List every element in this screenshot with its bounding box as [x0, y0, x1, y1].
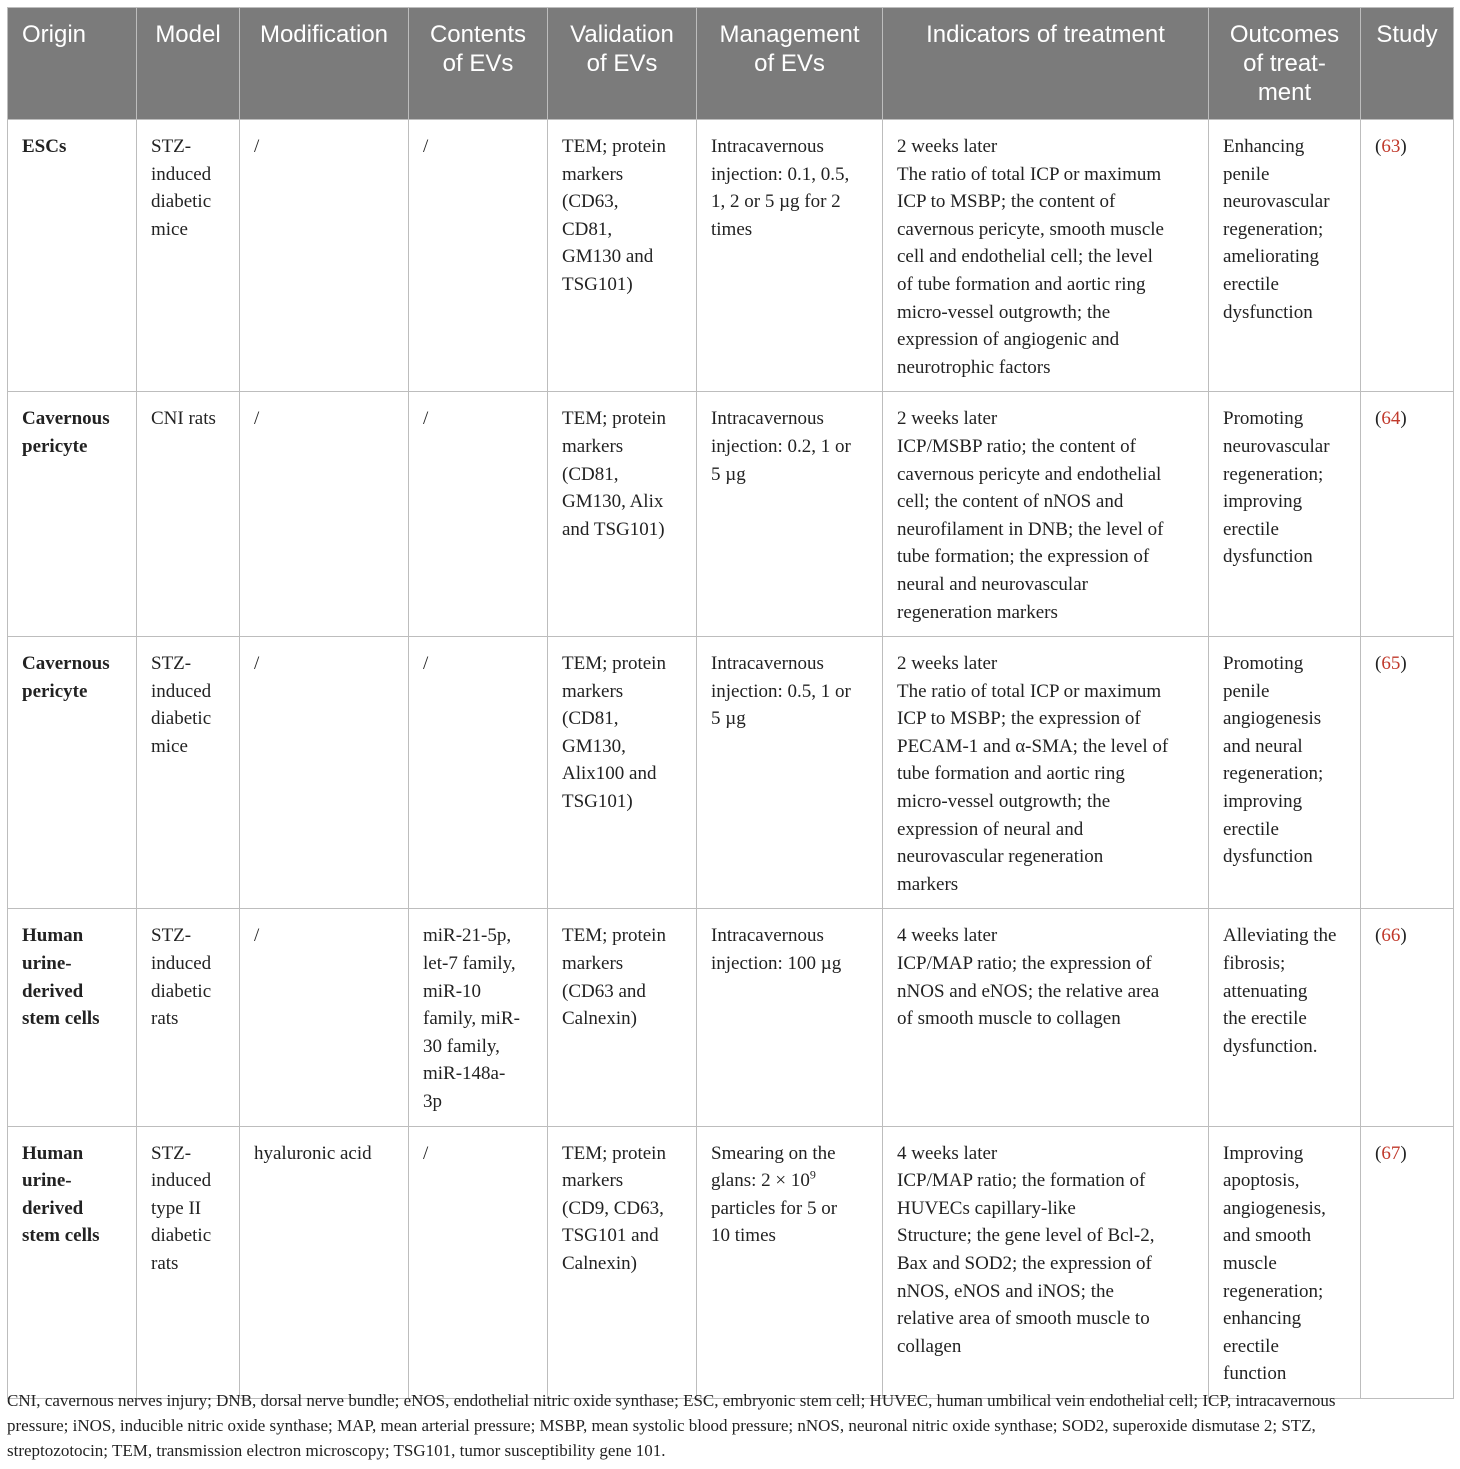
cell-indicators: [883, 909, 1209, 1126]
cell-line: /: [423, 1142, 429, 1164]
cell-line: muscle: [1223, 1252, 1277, 1274]
cell-line: 2 weeks later: [897, 136, 998, 157]
cell-origin: [8, 392, 137, 637]
header-study: Study: [1361, 8, 1454, 120]
cell-indicators: [883, 120, 1209, 392]
cell-outcomes: [1209, 392, 1361, 637]
cell-line: stem cells: [22, 1225, 100, 1247]
cell-line: neurotrophic factors: [897, 356, 1051, 378]
cell-line: diabetic: [151, 191, 212, 213]
table-row: [8, 637, 1454, 909]
header-modification: Modification: [240, 8, 409, 120]
cell-line: the erectile: [1223, 1008, 1307, 1030]
cell-line: injection: 100 µg: [711, 953, 842, 975]
cell-line: cell; the content of nNOS and: [897, 491, 1124, 513]
cell-line: induced: [151, 163, 212, 185]
cell-line: erectile: [1223, 273, 1279, 295]
cell-line: /: [254, 653, 260, 675]
cell-line: [711, 1167, 872, 1195]
footnote-line: pressure; iNOS, inducible nitric oxide synthase; MAP, mean arterial pressure; MSBP, mean systolic blood pressure; nNOS, neuronal nitric oxide synthase; SOD2, superoxide dismutase 2; STZ,: [7, 1416, 1316, 1435]
cell-study: [1361, 120, 1454, 392]
cell-line: neurovascular: [1223, 435, 1330, 457]
superscript-exponent: 9: [809, 1167, 816, 1182]
cell-line: mice: [151, 218, 188, 240]
cell-line: induced: [151, 953, 212, 975]
cell-line: enhancing: [1223, 1308, 1302, 1330]
cell-management: [697, 1126, 883, 1398]
cell-line: (CD63 and: [562, 980, 646, 1002]
table-footnote: [7, 1388, 1453, 1463]
study-paren-close: ): [1400, 925, 1407, 947]
reference-link[interactable]: 65: [1381, 653, 1401, 675]
cell-line: type II: [151, 1197, 202, 1219]
cell-line: erectile: [1223, 518, 1279, 540]
cell-line: markers: [562, 435, 624, 457]
cell-line: markers: [897, 873, 959, 895]
cell-line: tube formation; the expression of: [897, 546, 1150, 568]
cell-line: neural and neurovascular: [897, 573, 1088, 595]
cell-management: [697, 637, 883, 909]
header-management: Management of EVs: [697, 8, 883, 120]
study-paren-close: ): [1400, 1142, 1407, 1164]
cell-line: TEM; protein: [562, 653, 666, 675]
cell-line: fibrosis;: [1223, 953, 1286, 975]
cell-line: urine-: [22, 1170, 72, 1192]
cell-line: neurovascular: [1223, 191, 1330, 213]
cell-line: STZ-: [151, 136, 192, 157]
cell-indicators: [883, 1126, 1209, 1398]
cell-line: regeneration;: [1223, 1280, 1324, 1302]
cell-line: Calnexin): [562, 1008, 637, 1030]
cell-line: miR-148a-: [423, 1063, 506, 1085]
header-contents: Contents of EVs: [409, 8, 548, 120]
cell-line: angiogenesis: [1223, 708, 1322, 730]
cell-modification: [240, 637, 409, 909]
footnote-line: CNI, cavernous nerves injury; DNB, dorsal nerve bundle; eNOS, endothelial nitric oxide synthase; ESC, embryonic stem cell; HUVEC, human umbilical vein endothelial cell; ICP, intracavernous: [7, 1391, 1336, 1410]
cell-line: TEM; protein: [562, 925, 666, 947]
cell-line: Promoting: [1223, 653, 1304, 675]
table-row: [8, 1126, 1454, 1398]
cell-line: diabetic: [151, 708, 212, 730]
cell-line: penile: [1223, 680, 1270, 702]
cell-outcomes: [1209, 1126, 1361, 1398]
cell-line: injection: 0.5, 1 or: [711, 680, 851, 702]
cell-line: The ratio of total ICP or maximum: [897, 680, 1162, 702]
cell-line: dysfunction: [1223, 546, 1313, 568]
cell-line: regeneration;: [1223, 763, 1324, 785]
cell-origin: [8, 909, 137, 1126]
cell-line: diabetic: [151, 1225, 212, 1247]
header-indicators: Indicators of treatment: [883, 8, 1209, 120]
cell-line: CNI rats: [151, 408, 216, 430]
cell-line: cavernous pericyte, smooth muscle: [897, 218, 1164, 240]
cell-line: nNOS and eNOS; the relative area: [897, 980, 1160, 1002]
cell-line: times: [711, 218, 753, 240]
cell-contents: [409, 909, 548, 1126]
cell-line: TSG101): [562, 791, 633, 813]
cell-validation: [548, 392, 697, 637]
cell-line: cavernous pericyte and endothelial: [897, 463, 1162, 485]
cell-line: 2 weeks later: [897, 408, 998, 430]
cell-line: regeneration markers: [897, 601, 1058, 623]
cell-line: markers: [562, 680, 624, 702]
cell-line: diabetic: [151, 980, 212, 1002]
cell-line: Alleviating the: [1223, 925, 1337, 947]
cell-line: improving: [1223, 791, 1303, 813]
cell-line: hyaluronic acid: [254, 1142, 372, 1164]
cell-line: cell and endothelial cell; the level: [897, 246, 1153, 268]
cell-line: dysfunction: [1223, 846, 1313, 868]
cell-line: (CD81,: [562, 463, 619, 485]
cell-line: erectile: [1223, 818, 1279, 840]
cell-study: [1361, 1126, 1454, 1398]
cell-line: relative area of smooth muscle to: [897, 1308, 1150, 1330]
cell-study: [1361, 909, 1454, 1126]
cell-modification: [240, 1126, 409, 1398]
cell-management: [697, 909, 883, 1126]
cell-line: 5 µg: [711, 708, 746, 730]
cell-line: 1, 2 or 5 µg for 2: [711, 191, 841, 213]
cell-line: markers: [562, 163, 624, 185]
cell-line: /: [254, 408, 260, 430]
cell-model: [137, 392, 240, 637]
cell-line: 4 weeks later: [897, 925, 998, 947]
cell-line: and neural: [1223, 735, 1303, 757]
cell-line: ICP/MSBP ratio; the content of: [897, 435, 1136, 457]
cell-line: ICP to MSBP; the expression of: [897, 708, 1141, 730]
study-paren-close: ): [1400, 136, 1407, 157]
cell-line: apoptosis,: [1223, 1170, 1300, 1192]
cell-line: neurofilament in DNB; the level of: [897, 518, 1164, 540]
cell-line: 30 family,: [423, 1035, 500, 1057]
reference-link[interactable]: 67: [1381, 1142, 1401, 1164]
cell-origin: [8, 1126, 137, 1398]
cell-line: angiogenesis,: [1223, 1197, 1326, 1219]
study-paren-close: ): [1400, 408, 1407, 430]
cell-line: GM130 and: [562, 246, 654, 268]
cell-line: ameliorating: [1223, 246, 1320, 268]
cell-line: 10 times: [711, 1225, 776, 1247]
reference-link[interactable]: 64: [1381, 408, 1401, 430]
cell-line: erectile: [1223, 1335, 1279, 1357]
table-row: [8, 392, 1454, 637]
cell-line: Intracavernous: [711, 925, 824, 947]
cell-line: markers: [562, 1170, 624, 1192]
cell-line: induced: [151, 1170, 212, 1192]
cell-validation: [548, 1126, 697, 1398]
ev-table: [7, 7, 1454, 1399]
cell-line: Human: [22, 925, 84, 947]
cell-line: attenuating: [1223, 980, 1308, 1002]
cell-line: function: [1223, 1363, 1287, 1385]
cell-line: rats: [151, 1252, 179, 1274]
cell-line: STZ-: [151, 925, 192, 947]
cell-validation: [548, 120, 697, 392]
cell-modification: [240, 120, 409, 392]
cell-line: TEM; protein: [562, 408, 666, 430]
study-paren-open: (: [1375, 1142, 1382, 1164]
cell-line: markers: [562, 953, 624, 975]
cell-line: of tube formation and aortic ring: [897, 273, 1146, 295]
cell-line: Calnexin): [562, 1252, 637, 1274]
cell-text: glans: 2 × 10: [711, 1170, 810, 1192]
cell-line: Smearing on the: [711, 1142, 836, 1164]
cell-line: penile: [1223, 163, 1270, 185]
cell-line: Enhancing: [1223, 136, 1305, 157]
cell-line: ESCs: [22, 136, 67, 157]
cell-line: Structure; the gene level of Bcl-2,: [897, 1225, 1155, 1247]
study-paren-open: (: [1375, 136, 1382, 157]
cell-line: regeneration;: [1223, 463, 1324, 485]
cell-line: Promoting: [1223, 408, 1304, 430]
cell-contents: [409, 637, 548, 909]
cell-line: /: [423, 653, 429, 675]
cell-study: [1361, 392, 1454, 637]
study-paren-close: ): [1400, 653, 1407, 675]
cell-line: nNOS, eNOS and iNOS; the: [897, 1280, 1114, 1302]
cell-line: and smooth: [1223, 1225, 1312, 1247]
cell-modification: [240, 392, 409, 637]
cell-line: pericyte: [22, 435, 88, 457]
cell-line: miR-21-5p,: [423, 925, 512, 947]
cell-line: /: [423, 408, 429, 430]
cell-line: GM130,: [562, 735, 626, 757]
cell-line: Alix100 and: [562, 763, 657, 785]
cell-line: micro-vessel outgrowth; the: [897, 301, 1111, 323]
header-origin: Origin: [8, 8, 137, 120]
cell-line: pericyte: [22, 680, 88, 702]
cell-line: Cavernous: [22, 408, 110, 430]
cell-indicators: [883, 392, 1209, 637]
cell-contents: [409, 392, 548, 637]
cell-validation: [548, 909, 697, 1126]
cell-line: TEM; protein: [562, 1142, 666, 1164]
cell-line: let-7 family,: [423, 953, 516, 975]
cell-origin: [8, 120, 137, 392]
cell-line: stem cells: [22, 1008, 100, 1030]
cell-contents: [409, 120, 548, 392]
cell-line: particles for 5 or: [711, 1197, 838, 1219]
cell-study: [1361, 637, 1454, 909]
cell-line: (CD81,: [562, 708, 619, 730]
cell-line: tube formation and aortic ring: [897, 763, 1125, 785]
study-paren-open: (: [1375, 408, 1382, 430]
cell-model: [137, 909, 240, 1126]
cell-line: Improving: [1223, 1142, 1304, 1164]
reference-link[interactable]: 66: [1381, 925, 1401, 947]
cell-line: ICP/MAP ratio; the expression of: [897, 953, 1152, 975]
table-row: [8, 909, 1454, 1126]
cell-validation: [548, 637, 697, 909]
cell-line: 5 µg: [711, 463, 746, 485]
cell-line: and TSG101): [562, 518, 665, 540]
cell-line: (CD63,: [562, 191, 619, 213]
cell-line: GM130, Alix: [562, 491, 664, 513]
table-body: [8, 120, 1454, 1399]
cell-line: Intracavernous: [711, 653, 824, 675]
header-model: Model: [137, 8, 240, 120]
cell-line: ICP/MAP ratio; the formation of: [897, 1170, 1146, 1192]
cell-line: miR-10: [423, 980, 482, 1002]
cell-line: Human: [22, 1142, 84, 1164]
cell-outcomes: [1209, 637, 1361, 909]
cell-line: mice: [151, 735, 188, 757]
cell-line: injection: 0.2, 1 or: [711, 435, 851, 457]
cell-line: expression of angiogenic and: [897, 329, 1120, 351]
cell-management: [697, 392, 883, 637]
cell-line: The ratio of total ICP or maximum: [897, 163, 1162, 185]
cell-line: rats: [151, 1008, 179, 1030]
cell-line: Intracavernous: [711, 136, 824, 157]
cell-line: dysfunction.: [1223, 1035, 1318, 1057]
cell-line: (CD9, CD63,: [562, 1197, 664, 1219]
cell-line: regeneration;: [1223, 218, 1324, 240]
header-outcomes: Outcomes of treat- ment: [1209, 8, 1361, 120]
cell-line: 4 weeks later: [897, 1142, 998, 1164]
cell-outcomes: [1209, 120, 1361, 392]
cell-line: induced: [151, 680, 212, 702]
table-row: [8, 120, 1454, 392]
cell-model: [137, 1126, 240, 1398]
cell-line: ICP to MSBP; the content of: [897, 191, 1116, 213]
cell-line: STZ-: [151, 653, 192, 675]
cell-line: family, miR-: [423, 1008, 520, 1030]
cell-line: improving: [1223, 491, 1303, 513]
cell-line: Intracavernous: [711, 408, 824, 430]
header-validation: Validation of EVs: [548, 8, 697, 120]
cell-line: of smooth muscle to collagen: [897, 1008, 1121, 1030]
cell-modification: [240, 909, 409, 1126]
cell-model: [137, 637, 240, 909]
cell-contents: [409, 1126, 548, 1398]
cell-line: HUVECs capillary-like: [897, 1197, 1076, 1219]
cell-line: /: [254, 925, 260, 947]
cell-indicators: [883, 637, 1209, 909]
cell-line: injection: 0.1, 0.5,: [711, 163, 850, 185]
cell-line: dysfunction: [1223, 301, 1313, 323]
cell-line: 2 weeks later: [897, 653, 998, 675]
cell-line: CD81,: [562, 218, 613, 240]
footnote-line: streptozotocin; TEM, transmission electron microscopy; TSG101, tumor susceptibility gene 101.: [7, 1441, 666, 1460]
cell-line: derived: [22, 1197, 84, 1219]
cell-management: [697, 120, 883, 392]
cell-line: collagen: [897, 1335, 962, 1357]
cell-line: Bax and SOD2; the expression of: [897, 1252, 1152, 1274]
cell-line: PECAM-1 and α-SMA; the level of: [897, 735, 1169, 757]
cell-line: STZ-: [151, 1142, 192, 1164]
cell-line: /: [254, 136, 260, 157]
cell-line: micro-vessel outgrowth; the: [897, 791, 1111, 813]
cell-model: [137, 120, 240, 392]
cell-line: derived: [22, 980, 84, 1002]
header-row: [8, 8, 1454, 120]
cell-line: urine-: [22, 953, 72, 975]
study-paren-open: (: [1375, 653, 1382, 675]
cell-line: TSG101 and: [562, 1225, 659, 1247]
cell-line: TSG101): [562, 273, 633, 295]
cell-line: expression of neural and: [897, 818, 1084, 840]
cell-line: /: [423, 136, 429, 157]
reference-link[interactable]: 63: [1381, 136, 1401, 157]
cell-line: Cavernous: [22, 653, 110, 675]
cell-line: 3p: [423, 1091, 442, 1112]
cell-outcomes: [1209, 909, 1361, 1126]
study-paren-open: (: [1375, 925, 1382, 947]
cell-line: TEM; protein: [562, 136, 666, 157]
cell-origin: [8, 637, 137, 909]
cell-line: neurovascular regeneration: [897, 846, 1104, 868]
